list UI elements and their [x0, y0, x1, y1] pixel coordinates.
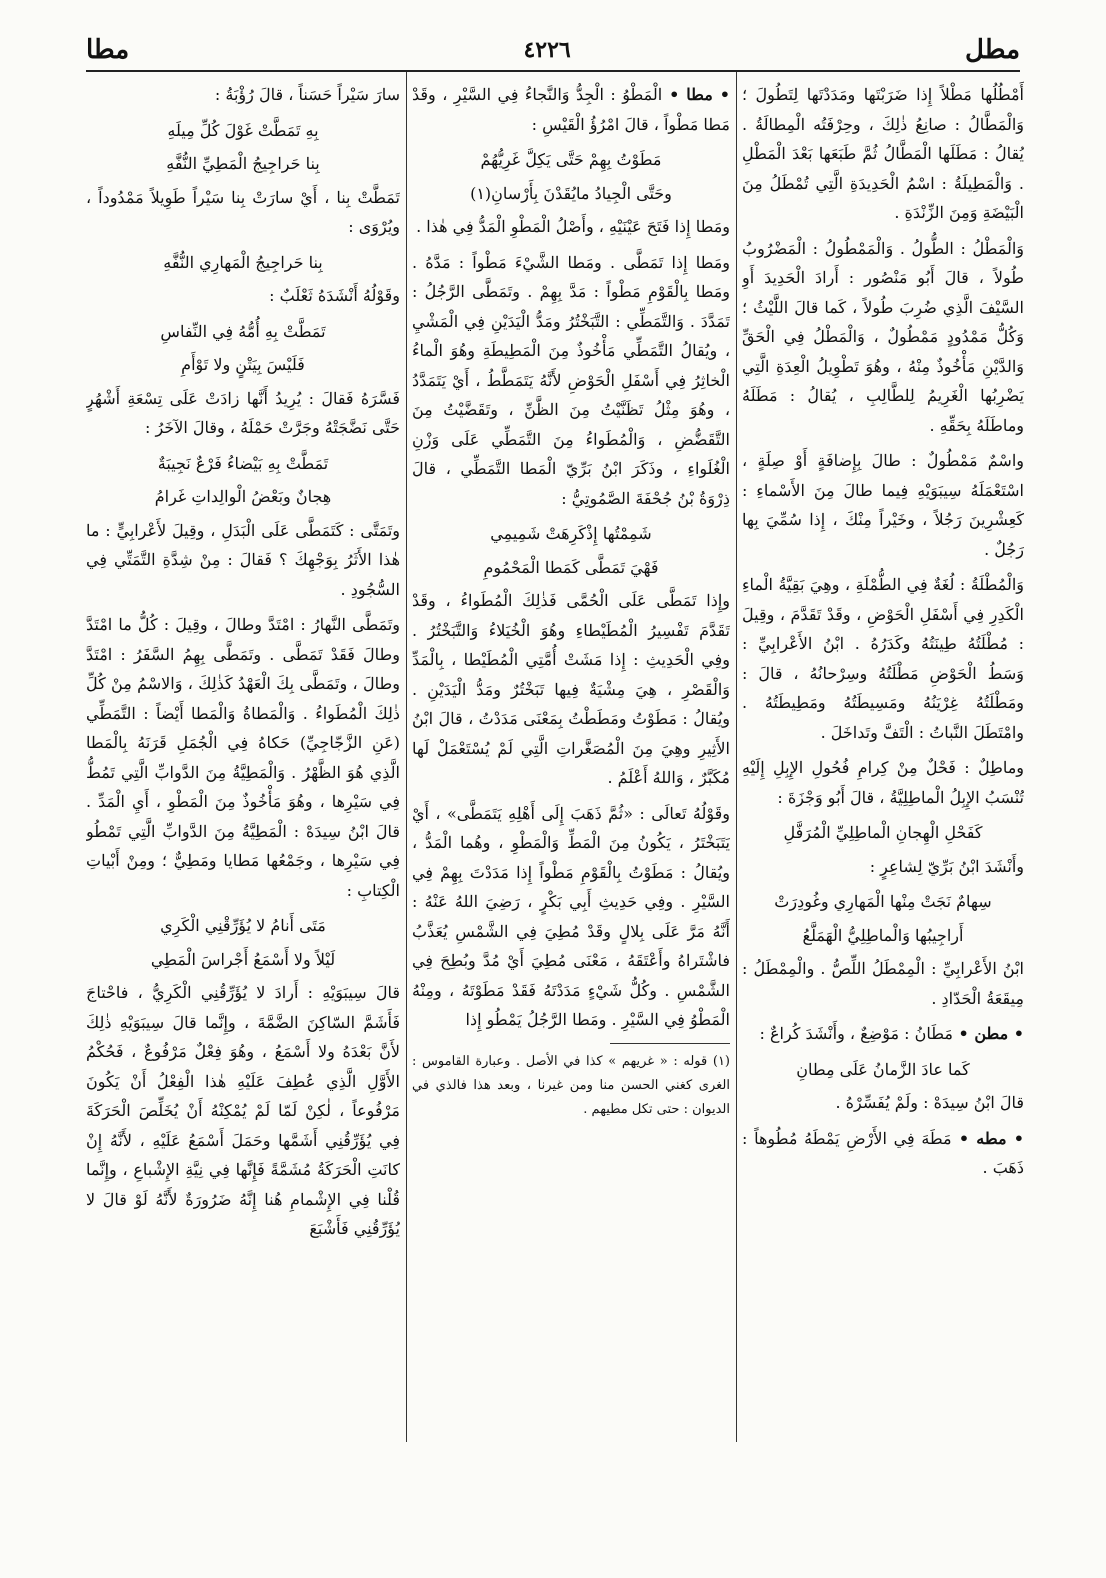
entry-text: وَالْمَطْلُ : الطُّولُ . وَالْمَمْطُولُ : الْمَضْرُوبُ طُولاً ، قالَ أَبُو مَنْصُور : أَرادَ الْحَدِيدَ أَوِ السَّيْفَ الَّذِي ضُرِبَ طُولاً ، كَما قالَ اللَّيْثُ ؛ وَكُلُّ مَمْدُودٍ مَمْطُولٌ ، وَالْمَطْلُ فِي الْحَقِّ وَالدَّيْنِ مَأْخُوذٌ مِنْهُ ، وهُوَ تَطْوِيلُ الْعِدَةِ الَّتِي يَضْرِبُها الْغَرِيمُ لِلطَّالِبِ ، يُقالُ : مَطَلَهُ وماطَلَهُ بِحَقِّهِ .	[742, 238, 1024, 435]
verse-line	[412, 179, 730, 209]
column-right	[742, 80, 1024, 1440]
entry-text: هِجانٌ وبَعْضُ الْوالِداتِ غَرامُ	[154, 487, 332, 506]
entry-paragraph	[412, 586, 730, 793]
entry-text: مَطَانُ : مَوْضِعٌ ، وأَنْشَدَ كُراعٌ :	[759, 1024, 953, 1043]
entry-text: تَمَطَّتْ بِهِ أُمُّهُ فِي النِّفاسِ	[160, 321, 326, 341]
entry-text: قالَ سِيبَوَيْهِ : أَرادَ لا يُؤَرِّقُنِي الْكَرِيُّ ، فاحْتاجَ فَأَشَمَّ السّاكِنَ الضَّمَّةَ ، وإِنَّما قالَ سِيبَوَيْهِ ذٰلِكَ لأَنَّ بَعْدَهُ ولا أَسْمَعُ ، وهُوَ فِعْلٌ مَرْفُوعٌ ، فَحُكْمُ الأَوَّلِ الَّذِي عُطِفَ عَلَيْهِ هٰذا الْفِعْلُ أَنْ يَكُونَ مَرْفُوعاً ، لٰكِنْ لَمّا لَمْ يُمْكِنْهُ أَنْ يُخَلِّصَ الْحَرَكَةَ فِي يُؤَرِّقُنِي أَشَمَّها وحَمَلَ أَسْمَعُ عَلَيْهِ ، لأَنَّهُ إِنْ كانَتِ الْحَرَكَةُ مُشَمَّةً فَإِنَّها فِي نِيَّةِ الإِشْباعِ ، وإِنَّما قُلْنا فِي الإِشْمامِ هُنا إِنَّهُ ضَرُورَةٌ لأَنَّهُ لَوْ قالَ لا يُؤَرِّقُنِي فَأَشْبَعَ	[86, 983, 400, 1238]
verse-line	[742, 1055, 1024, 1085]
verse-line	[86, 945, 400, 975]
verse-line	[742, 818, 1024, 848]
entry-text: بِنا حَراجِيجُ الْمَطِيِّ النُّفَّهِ	[166, 154, 320, 173]
entry-paragraph	[742, 852, 1024, 882]
verse-line	[86, 482, 400, 512]
entry-paragraph	[86, 281, 400, 311]
entry-text: قالَ ابْنُ سِيدَهْ : ولَمْ يُفَسِّرْهُ .	[835, 1093, 1024, 1112]
entry-text: ابْنُ الأَعْرابِيِّ : الْمِمْطَلُ اللِّصُّ . والْمِمْطَلُ : مِيقَعَةُ الْحَدّادِ .	[742, 959, 1024, 1008]
entry-paragraph	[742, 1124, 1024, 1183]
entry-text: تَمَطَّتْ بِنا ، أَيْ سارَتْ بِنا سَيْراً طَوِيلاً مَمْدُوداً ، ويُرْوَى :	[86, 187, 400, 236]
entry-paragraph	[412, 80, 730, 139]
verse-line	[86, 317, 400, 347]
verse-line	[86, 911, 400, 941]
verse-line	[412, 519, 730, 549]
entry-text: تَمَطَّتْ بِهِ بَيْضاءُ فَرْعٌ نَجِيبَةٌ	[157, 453, 329, 473]
entry-text: سِهامٌ نَجَتْ مِنْها الْمَهارِي وغُودِرَتْ	[774, 892, 992, 911]
verse-line	[86, 116, 400, 146]
entry-text: فَهْيَ تَمَطَّى كَمَطا الْمَحْمُومِ	[483, 557, 659, 577]
entry-text: مَطَهَ فِي الأَرْضِ يَمْطَهُ مُطُوهاً : ذَهَبَ .	[742, 1128, 1024, 1177]
entry-text: وإِذا تَمَطَّى عَلَى الْحُمَّى فَذٰلِكَ الْمُطَواءُ ، وقَدْ تَقَدَّمَ تَفْسِيرُ الْمُطَيْطاءِ وهُوَ الْخُيَلاءُ وَالتَّبَخْتُرُ . وفِي الْحَدِيثِ : إِذا مَشَتْ أُمَّتِي الْمُطَيْطا ، بِالْمَدِّ وَالْقَصْرِ ، هِيَ مِشْيَةٌ فِيها تَبَخْتُرٌ ومَدُّ الْيَدَيْنِ . ويُقالُ : مَطَوْتُ ومَطَطْتُ بِمَعْنَى مَدَدْتُ ، قالَ ابْنُ الأَثِيرِ وهِيَ مِنَ الْمُصَغَّراتِ الَّتِي لَمْ يُسْتَعْمَلْ لَها مُكَبَّرٌ ، وَاللهُ أَعْلَمُ .	[412, 591, 730, 787]
verse-line	[86, 248, 400, 278]
entry-paragraph	[742, 80, 1024, 228]
entry-paragraph	[86, 516, 400, 605]
entry-paragraph	[86, 978, 400, 1244]
page-header	[86, 30, 1020, 70]
entry-text: فَلَيْسَ بِيَتْنٍ ولا تَوْأَمِ	[181, 355, 305, 374]
running-head-left: مطا	[86, 35, 130, 65]
verse-line	[86, 149, 400, 179]
verse-line	[412, 553, 730, 583]
column-left	[86, 80, 400, 1440]
entry-text: مَتَى أَنامُ لا يُؤَرِّقْنِي الْكَرِي	[160, 916, 326, 935]
entry-text: كَما عادَ الزَّمانُ عَلَى مِطانِ	[796, 1059, 970, 1079]
entry-paragraph	[742, 1088, 1024, 1118]
verse-line	[412, 145, 730, 175]
entry-text: شَمِمْتُها إِذْكَرِهَتْ شَمِيمِي	[490, 524, 652, 543]
entry-text: وتَمَطَّى النَّهارُ : امْتَدَّ وطالَ ، وقِيلَ : كُلُّ ما امْتَدَّ وطالَ فَقَدْ تَمَطَّى . وتَمَطَّى بِهِمُ السَّفَرُ : امْتَدَّ وطالَ ، وتَمَطَّى بِكَ الْعَهْدُ كَذٰلِكَ ، وَالاسْمُ مِنْ كُلِّ ذٰلِكَ الْمُطَواءُ . وَالْمَطاةُ وَالْمَطا أَيْضاً : التَّمَطِّي (عَنِ الزَّجّاجِيِّ) حَكاهُ فِي الْجُمَلِ قَرَنَهُ بِالْمَطا الَّذِي هُوَ الظَّهْرُ . وَالْمَطِيَّةُ مِنَ الدَّوابِّ الَّتِي تَمُطُّ فِي سَيْرِها ، وهُوَ مَأْخُوذٌ مِنَ الْمَطْوِ ، أَيِ الْمَدِّ . قالَ ابْنُ سِيدَهْ : الْمَطِيَّةُ مِنَ الدَّوابِّ الَّتِي تَمْطُو فِي سَيْرِها ، وجَمْعُها مَطايا ومَطِيٌّ ؛ ومِنْ أَبْياتِ الْكِتابِ :	[86, 615, 400, 900]
column-divider-right	[736, 72, 737, 1442]
entry-headword: • مطه •	[951, 1128, 1024, 1148]
verse-line	[742, 887, 1024, 917]
verse-line	[86, 449, 400, 479]
entry-headword: • مطا •	[662, 85, 730, 104]
column-middle	[412, 80, 730, 1440]
entry-text: وقَوْلُهُ أَنْشَدَهُ ثَعْلَبٌ :	[269, 286, 400, 305]
entry-text: الْمَطْوُ : الْجِدُّ وَالنَّجاءُ فِي السَّيْرِ ، وقَدْ مَطا مَطْواً ، قالَ امْرُؤُ الْقَيْسِ :	[412, 85, 730, 134]
entry-paragraph	[742, 446, 1024, 564]
entry-paragraph	[412, 248, 730, 514]
entry-text: وتَمَتَّى : كَتَمَطَّى عَلَى الْبَدَلِ ، وقِيلَ لأَعْرابِيٍّ : ما هٰذا الأَثَرُ بِوَجْهِكَ ؟ فَقالَ : مِنْ شِدَّةِ التَّمَتِّي فِي السُّجُودِ .	[86, 520, 400, 599]
entry-text: وقَوْلُهُ تَعالَى : «ثُمَّ ذَهَبَ إِلَى أَهْلِهِ يَتَمَطَّى» ، أَيْ يَتَبَخْتَرُ ، يَكُونُ مِنَ الْمَطِّ وَالْمَطْوِ ، وهُما الْمَدُّ ، ويُقالُ : مَطَوْتُ بِالْقَوْمِ مَطْواً إِذا مَدَدْتَ بِهِمْ فِي السَّيْرِ . وفِي حَدِيثِ أَبِي بَكْرٍ ، رَضِيَ اللهُ عَنْهُ : أَنَّهُ مَرَّ عَلَى بِلالٍ وقَدْ مُطِيَ فِي الشَّمْسِ يُعَذَّبُ فاشْتَراهُ وأَعْتَقَهُ ، مَعْنَى مُطِيَ أَيْ مُدَّ وبُطِحَ فِي الشَّمْسِ . وكُلُّ شَيْءٍ مَدَدْتَهُ فَقَدْ مَطَوْتَهُ ، ومِنْهُ الْمَطْوُ فِي السَّيْرِ . ومَطا الرَّجُلُ يَمْطُو إِذا	[412, 803, 730, 1029]
entry-text: أَراجِيبُها وَالْماطِلِيُّ الْهَمَلَّعُ	[802, 925, 964, 945]
entry-paragraph	[742, 1019, 1024, 1049]
entry-text: وَالْمُطْلَةُ : لُغَةٌ فِي الطُّمْلَةِ ، وهِيَ بَقِيَّةُ الْماءِ الْكَدِرِ فِي أَسْفَلِ الْحَوْضِ ، وقَدْ تَقَدَّمَ ، وقِيلَ : مُطْلَتُهُ طِينَتُهُ وكَدَرُهُ . ابْنُ الأَعْرابِيِّ : وَسَطُ الْحَوْضِ مَطْلَتُهُ وسِرْحانُهُ ، قالَ : ومَطْلَتُهُ غِرْيَنُهُ ومَسِيطَتُهُ ومَطِيطَتُهُ . وامْتَطَلَ النَّباتُ : الْتَفَّ وتَداخَلَ .	[742, 575, 1024, 742]
entry-text: ومَطا إِذا تَمَطَّى . ومَطا الشَّيْءَ مَطْواً : مَدَّهُ . ومَطا بِالْقَوْمِ مَطْواً : مَدَّ بِهِمْ . وتَمَطَّى الرَّجُلُ : تَمَدَّدَ . وَالتَّمَطِّي : التَّبَخْتُرُ ومَدُّ الْيَدَيْنِ فِي الْمَشْيِ ، ويُقالُ التَّمَطِّي مَأْخُوذٌ مِنَ الْمَطِيطَةِ وهُوَ الْماءُ الْخاثِرُ فِي أَسْفَلِ الْحَوْضِ لأَنَّهُ يَتَمَطَّطُ ، أَيْ يَتَمَدَّدُ ، وهُوَ مِثْلُ تَظَنَّيْتُ مِنَ الظَّنِّ ، وتَقَضَّيْتُ مِنَ التَّقَضُّضِ ، وَالْمُطَواءُ مِنَ التَّمَطِّي عَلَى وَزْنِ الْغُلَواءِ ، وذَكَرَ ابْنُ بَرِّيّ الْمَطا التَّمَطِّي ، قالَ ذِرْوَةُ بْنُ جُحْفَةَ الصَّمُوتِيُّ :	[412, 252, 730, 508]
entry-text: وماطِلٌ : فَحْلٌ مِنْ كِرامِ فُحُولِ الإِبِلِ إِلَيْهِ تُنْسَبُ الإِبِلُ الْماطِلِيَّةُ ، قالَ أَبُو وَجْزَةَ :	[742, 758, 1024, 807]
entry-paragraph	[742, 954, 1024, 1013]
entry-text: وحَتَّى الْجِيادُ مايُقَدْنَ بِأَرْسانِ(١)	[470, 183, 672, 203]
footnote: (١) قوله : « غريهم » كذا في الأصل . وعبارة القاموس : الغرى كغني الحسن منا ومن غيرنا ، وبعد هذا فالذي في الديوان : حتى تكل مطيهم .	[412, 1053, 730, 1117]
entry-text: أَمْطُلُها مَطْلاً إِذا ضَرَبْتَها ومَدَدْتَها لِتَطُولَ ؛ وَالْمَطَّالُ : صانِعُ ذٰلِكَ ، وحِرْفَتُه الْمِطالَةُ . يُقالُ : مَطَلَها الْمَطَّالُ ثُمَّ طَبَعَها بَعْدَ الْمَطْلِ . وَالْمَطِيلَةُ : اسْمُ الْحَدِيدَةِ الَّتِي تُمْطَلُ مِنَ الْبَيْضَةِ وَمِنَ الزِّنْدَةِ .	[742, 85, 1024, 222]
entry-text: فَسَّرَهُ فَقالَ : يُرِيدُ أَنَّها زادَتْ عَلَى تِسْعَةِ أَشْهُرٍ حَتَّى نَضَّجَتْهُ وجَرَّتْ حَمْلَهُ ، وقالَ الآخَرُ :	[86, 388, 400, 437]
entry-paragraph	[412, 212, 730, 242]
entry-text: بِهِ تَمَطَّتْ غَوْلَ كُلِّ مِيلَهِ	[167, 120, 319, 140]
column-divider-left	[406, 72, 407, 1442]
entry-text: بِنا حَراجِيجُ الْمَهارِي النُّفَّهِ	[163, 252, 323, 272]
entry-paragraph	[412, 799, 730, 1035]
footnote-rule	[610, 1043, 730, 1044]
entry-paragraph	[742, 234, 1024, 441]
verse-line	[742, 921, 1024, 951]
entry-text: ومَطا إِذا فَتَحَ عَيْنَيْهِ ، وأَصْلُ الْمَطْوِ الْمَدُّ فِي هٰذا .	[416, 217, 730, 236]
entry-text: واسْمٌ مَمْطُولٌ : طالَ بِإِضافَةٍ أَوْ صِلَةٍ ، اسْتَعْمَلَهُ سِيبَوَيْهِ فِيما طالَ مِنَ الأَسْماءِ : كَعِشْرِينَ رَجُلاً ، وخَيْراً مِنْكَ ، إِذا سُمِّيَ بِها رَجُلٌ .	[742, 451, 1024, 559]
entry-paragraph	[86, 384, 400, 443]
entry-paragraph	[86, 80, 400, 110]
entry-paragraph	[86, 183, 400, 242]
page-number: ٤٢٢٦	[523, 37, 571, 63]
entry-paragraph	[742, 753, 1024, 812]
header-rule	[86, 70, 1020, 72]
verse-line	[86, 350, 400, 380]
entry-text: وأَنْشَدَ ابْنُ بَرِّيّ لِشاعِرٍ :	[869, 856, 1024, 876]
entry-text: لَيْلاً ولا أَسْمَعُ أَجْراسَ الْمَطِي	[150, 949, 336, 969]
entry-headword: • مطن •	[952, 1024, 1024, 1043]
entry-text: سارَ سَيْراً حَسَناً ، قالَ رُؤْبَةُ :	[214, 85, 400, 104]
running-head-right: مطل	[965, 35, 1020, 65]
entry-paragraph	[742, 570, 1024, 747]
entry-paragraph	[86, 610, 400, 905]
entry-text: مَطَوْتُ بِهِمْ حَتَّى يَكِلَّ غَرِيُّهُمْ	[480, 150, 662, 169]
entry-text: كَفَحْلِ الْهِجانِ الْماطِلِيِّ الْمُرَفَّلِ	[783, 823, 983, 842]
